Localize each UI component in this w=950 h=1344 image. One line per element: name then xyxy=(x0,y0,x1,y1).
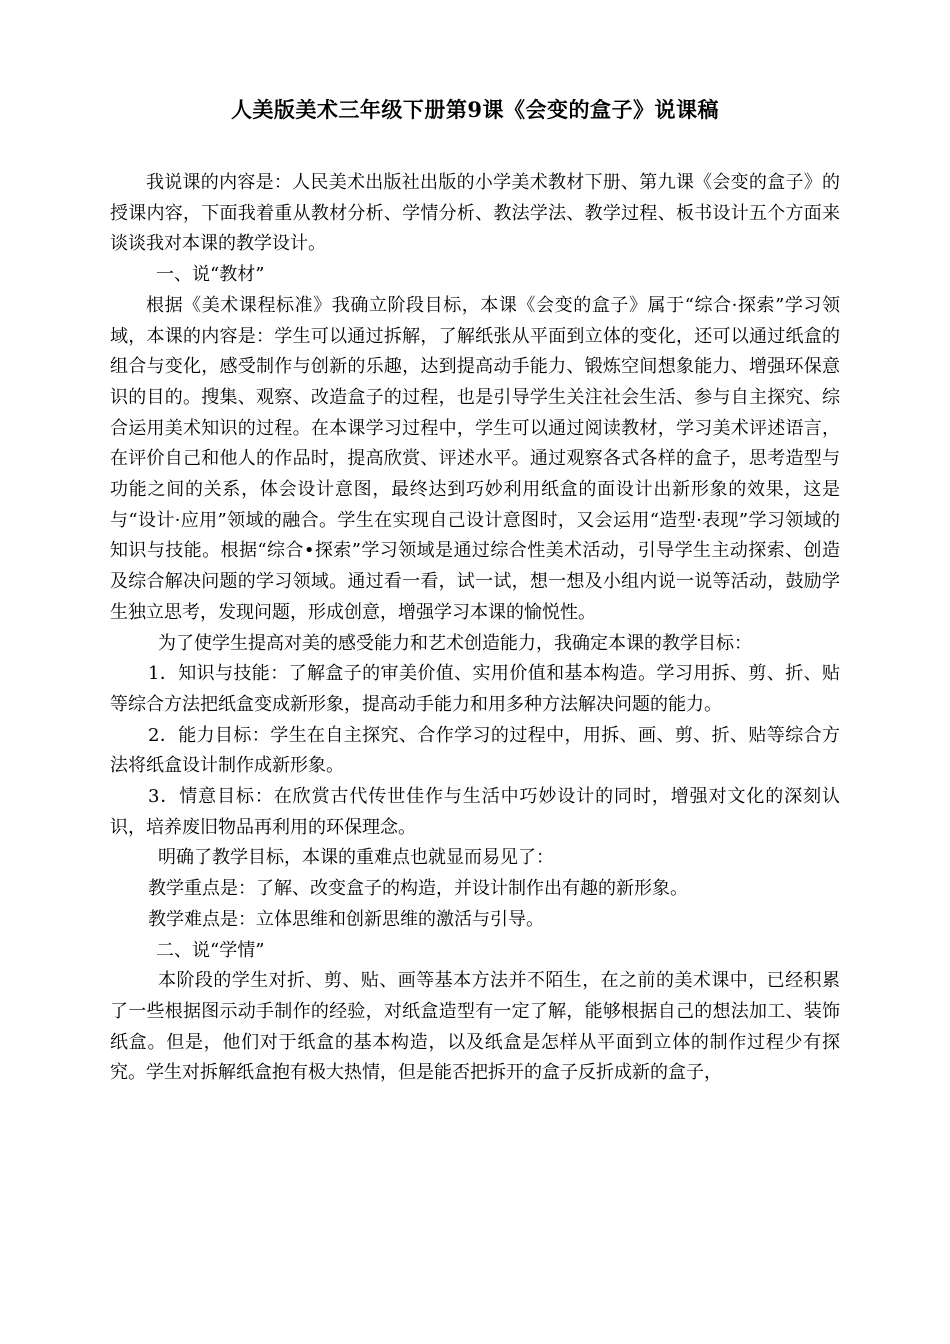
learner-analysis-paragraph: 本阶段的学生对折、剪、贴、画等基本方法并不陌生，在之前的美术课中，已经积累了一些根据图示动手制作的经验，对纸盒造型有一定了解，能够根据自己的想法加工、装饰纸盒。但是，他们对于纸盒的基本构造，以及纸盒是怎样从平面到立体的制作过程少有探究。学生对拆解纸盒抱有极大热情，但是能否把拆开的盒子反折成新的盒子， xyxy=(110,970,840,1084)
key-point-paragraph: 教学重点是：了解、改变盒子的构造，并设计制作出有趣的新形象。 xyxy=(148,878,688,900)
goal-ability: 2．能力目标：学生在自主探究、合作学习的过程中，用拆、画、剪、折、贴等综合方法将纸盒设计制作成新形象。 xyxy=(110,724,840,777)
textbook-analysis-paragraph: 根据《美术课程标准》我确立阶段目标，本课《会变的盒子》属于“综合·探索”学习领域，本课的内容是：学生可以通过拆解，了解纸张从平面到立体的变化，还可以通过纸盒的组合与变化，感受制作与创新的乐趣，达到提高动手能力、锻炼空间想象能力、增强环保意识的目的。搜集、观察、改造盒子的过程，也是引导学生关注社会生活、参与自主探究、综合运用美术知识的过程。在本课学习过程中，学生可以通过阅读教材，学习美术评述语言，在评价自己和他人的作品时，提高欣赏、评述水平。通过观察各式各样的盒子，思考造型与功能之间的关系，体会设计意图，最终达到巧妙利用纸盒的面设计出新形象的效果，这是与“设计·应用”领域的融合。学生在实现自己设计意图时，又会运用“造型·表现”学习领域的知识与技能。根据“综合•探索”学习领域是通过综合性美术活动，引导学生主动探索、创造及综合解决问题的学习领域。通过看一看，试一试，想一想及小组内说一说等活动，鼓励学生独立思考，发现问题，形成创意，增强学习本课的愉悦性。 xyxy=(110,294,840,623)
keypoints-intro-paragraph: 明确了教学目标，本课的重难点也就显而易见了： xyxy=(158,847,554,869)
goal-knowledge-skills: 1．知识与技能：了解盒子的审美价值、实用价值和基本构造。学习用拆、剪、折、贴等综合方法把纸盒变成新形象，提高动手能力和用多种方法解决问题的能力。 xyxy=(110,663,840,715)
section-heading-learners: 二、说“学情” xyxy=(156,939,265,961)
document-page xyxy=(110,92,840,1089)
intro-paragraph: 我说课的内容是：人民美术出版社出版的小学美术教材下册、第九课《会变的盒子》的授课内容，下面我着重从教材分析、学情分析、教法学法、教学过程、板书设计五个方面来谈谈我对本课的教学设计。 xyxy=(110,172,840,255)
goal-emotion: 3．情意目标：在欣赏古代传世佳作与生活中巧妙设计的同时，增强对文化的深刻认识，培养废旧物品再利用的环保理念。 xyxy=(110,786,840,838)
difficult-point-paragraph: 教学难点是：立体思维和创新思维的激活与引导。 xyxy=(148,908,544,930)
document-title: 人美版美术三年级下册第9课《会变的盒子》说课稿 xyxy=(230,97,720,122)
section-heading-textbook: 一、说“教材” xyxy=(156,264,265,286)
goals-intro-paragraph: 为了使学生提高对美的感受能力和艺术创造能力，我确定本课的教学目标： xyxy=(158,632,752,654)
